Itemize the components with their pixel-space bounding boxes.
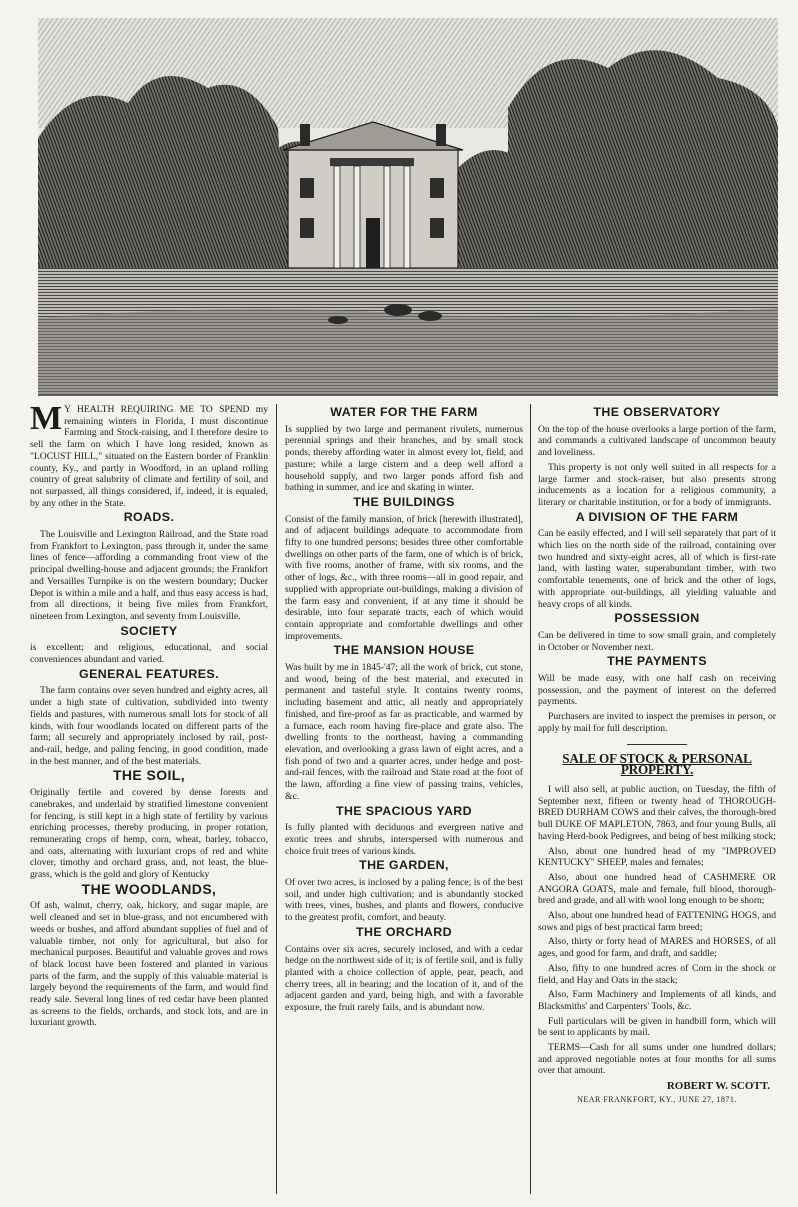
orchard-text: Contains over six acres, securely inclosed, and with a cedar hedge on the northwest side of it; is of fertile soil, and is fully planted with a choice collection of apple, pear, peach, and cherry trees, all in bearing; and the location of it, and of the adjacent garden and yard, being high, and with a favorable exposure, the fruit rarely fails, and is abundant now.: [285, 943, 523, 1014]
sale-paragraph: I will also sell, at public auction, on Tuesday, the fifth of September next, fifteen or twenty head of THOROUGH-BRED DURHAM COWS and their calves, the thorough-bred bull DUKE OF MAPLETON, 7863, and four young Bulls, all having Herd-book Pedigrees, and being of best milking stock;: [538, 783, 776, 842]
buildings-text: Consist of the family mansion, of brick [herewith illustrated], and of adjacent buildings adequate to accommodate from fifty to one hundred persons; besides three other comfortable dwellings on other parts of the farm, one of which is of brick, with five rooms, another of frame, with six rooms, and the other of logs, &c., with three rooms—all in good repair, and supplied with appropriate out-buildings, making a division of the farm easy and convenient, if at any time it should be desirable, into four separate tracts, each of which would contain appropriate and comfortable dwellings and other improvements.: [285, 513, 523, 642]
division-text: Can be easily effected, and I will sell separately that part of it which lies on the north side of the railroad, containing over two hundred and sixty-eight acres, all of which is first-rate land, with lasting water, superabundant timber, with two comfortable tenements, one of brick and the other of logs, with appropriate out-buildings, all yielding valuable and heavy crops of all kinds.: [538, 528, 776, 610]
drop-cap: M: [30, 400, 63, 437]
water-text: Is supplied by two large and permanent rivulets, numerous perennial springs and their branches, and by small stock ponds, thereby affording water in almost every lot, field, and pasture; while a large cistern and a deep well afford a household supply, and two larger ponds afford fish and bathing in summer, and ice and skating in winter.: [285, 423, 523, 494]
intro-text: Y HEALTH REQUIRING ME TO SPEND my remaining winters in Florida, I must discontinue Farming and Stock-raising, and I therefore desire to sell the farm on which I have long resided, known as "LOCUST HILL," situated on the Eastern border of Franklin county, Ky., and partly in Woodford, in an upland rolling country of great salubrity of climate and fertility of soil, and not surpassed, all things considered, if, indeed, it is equaled, by any other in the State.: [30, 404, 268, 509]
division-heading: A DIVISION OF THE FARM: [575, 509, 739, 524]
signature: ROBERT W. SCOTT.: [666, 1080, 770, 1093]
woodlands-heading: THE WOODLANDS,: [81, 880, 217, 897]
payments-text: Purchasers are invited to inspect the premises in person, or apply by mail for full description.: [538, 711, 776, 734]
general-features-heading: GENERAL FEATURES.: [79, 666, 219, 681]
garden-heading: THE GARDEN,: [359, 858, 449, 873]
yard-text: Is fully planted with deciduous and evergreen native and exotic trees and shrubs, interspersed with numerous and choice fruit trees of various kinds.: [285, 822, 523, 857]
sale-paragraph: TERMS—Cash for all sums under one hundred dollars; and approved negotiable notes at four months for all sums over that amount.: [538, 1042, 776, 1077]
sale-paragraph: Also, Farm Machinery and Implements of all kinds, and Blacksmiths' and Carpenters' Tools, &c.: [538, 989, 776, 1012]
sale-paragraph: Also, thirty or forty head of MARES and HORSES, of all ages, and good for farm, and draft, and saddle;: [538, 936, 776, 960]
possession-text: Can be delivered in time to sow small grain, and completely in October or November next.: [538, 629, 776, 653]
water-heading: WATER FOR THE FARM: [330, 405, 478, 419]
sale-heading: SALE OF STOCK & PERSONAL PROPERTY.: [562, 750, 752, 778]
column-middle: [285, 404, 523, 1017]
sale-paragraph: Full particulars will be given in handbill form, which will be sent to applicants by mail.: [538, 1015, 776, 1039]
woodlands-text: Of ash, walnut, cherry, oak, hickory, and sugar maple, are well cleaned and set in blue-grass, and not encumbered with weeds or bushes, and afford abundant supplies of fuel and of valuable timber, not only for agricultural, but also for mechanical purposes. Beautiful and valuable groves and rows of black locust have been fostered and planted in various parts of the farm, and the supply of this valuable material is largely beyond the requirements of the farm, and would find ready sale. Several long lines of red cedar have been planted as screens to the fields, orchards, and stock lots, and are in luxuriant growth.: [30, 900, 268, 1029]
sale-paragraph: Also, fifty to one hundred acres of Corn in the shock or field, and Hay and Oats in the stack;: [538, 962, 776, 986]
intro-paragraph: [30, 400, 268, 509]
general-features-text: The farm contains over seven hundred and eighty acres, all under a high state of cultivation, subdivided into twenty fields and pastures, with numerous small lots for stock of all kinds, with four woodlands located on different parts of the farm; all securely and appropriately inclosed by rail, post-and-rail, hedge, and paling fencing, in good condition, made in the best manner, and of the best materials.: [30, 685, 268, 767]
society-text: is excellent; and religious, educational, and social conveniences abundant and varied.: [30, 642, 268, 666]
section-divider: [627, 744, 687, 745]
observatory-text: This property is not only well suited in all respects for a large farmer and stock-raiser, but also presents strong inducements as a location for a religious community, a literary or charitable institution, or for a body of immigrants.: [538, 461, 776, 508]
column-rule: [530, 404, 531, 1194]
column-rule: [276, 404, 277, 1194]
payments-heading: THE PAYMENTS: [607, 654, 707, 669]
payments-text: Will be made easy, with one half cash on receiving possession, and the payment of interest on the deferred payments.: [538, 673, 776, 708]
mansion-engraving: [38, 18, 778, 396]
soil-text: Originally fertile and covered by dense forests and canebrakes, and underlaid by stratified limestone convenient for fencing, is still kept in a high state of fertility by various enriching processes, thereby producing, in proper rotation, remunerating crops of hemp, corn, wheat, barley, tobacco, and oats, alternating with luxuriant crops of red and white clover, timothy and orchard grass, and, not least, the blue-grass, which is the gold and glory of Kentucky: [30, 787, 268, 881]
observatory-text: On the top of the house overlooks a large portion of the farm, and commands a cultivated landscape of uncommon beauty and loveliness.: [538, 423, 776, 459]
text-columns: [30, 400, 776, 1199]
observatory-heading: THE OBSERVATORY: [593, 405, 721, 419]
orchard-heading: THE ORCHARD: [356, 924, 452, 939]
sale-paragraph: Also, about one hundred head of my "IMPROVED KENTUCKY" SHEEP, males and females;: [538, 845, 776, 869]
column-left: [30, 400, 268, 1032]
roads-text: The Louisville and Lexington Railroad, and the State road from Frankfort to Lexington, pass through it, under the same lines of fence—affording a commanding front view of the principal dwelling-house and adjacent grounds; the Frankfort and Versailles Turnpike is on the western boundary; Ducker Depot is within a mile and a half, and thus easy access is had, from all directions, it being five miles from Frankfort, nineteen from Lexington, and seventy from Louisville.: [30, 529, 268, 622]
soil-heading: THE SOIL,: [112, 767, 186, 784]
sale-paragraph: Also, about one hundred head of CASHMERE OR ANGORA GOATS, male and female, full blood, thorough-bred and grade, and all with wool long enough to be shorn;: [538, 871, 776, 907]
possession-heading: POSSESSION: [614, 611, 700, 626]
dateline: NEAR FRANKFORT, KY., JUNE 27, 1871.: [577, 1094, 737, 1104]
sale-paragraph: Also, about one hundred head of FATTENING HOGS, and sows and pigs of best practical farm breed;: [538, 910, 776, 933]
society-heading: SOCIETY: [120, 623, 178, 638]
yard-heading: THE SPACIOUS YARD: [335, 803, 472, 818]
column-right: [538, 404, 776, 1106]
mansion-text: Was built by me in 1845-'47; all the work of brick, cut stone, and wood, being of the best material, and executed in permanent and tasteful style. It contains twenty rooms, including basement and attic, all neatly and appropriately finished, and fire-proof as far as practicable, and warmed by a furnace, each room having fire-place and grate also. The dwelling fronts to the northeast, having a commanding elevation, and overlooking a grass lawn of eight acres, and a fish pond of two and a quarter acres, under hedge and post-and-rail fences, with the railroad and State road at the foot of the lawn, affording a fine view of passing trains, vehicles, &c.: [285, 662, 523, 802]
buildings-heading: THE BUILDINGS: [353, 494, 455, 509]
roads-heading: ROADS.: [123, 510, 175, 525]
garden-text: Of over two acres, is inclosed by a paling fence; is of the best soil, and under high cultivation; and is abundantly stocked with trees, vines, bushes, and plants and flowers, conducive to the greatest profit, comfort, and beauty.: [285, 877, 523, 924]
mansion-heading: THE MANSION HOUSE: [333, 643, 475, 658]
